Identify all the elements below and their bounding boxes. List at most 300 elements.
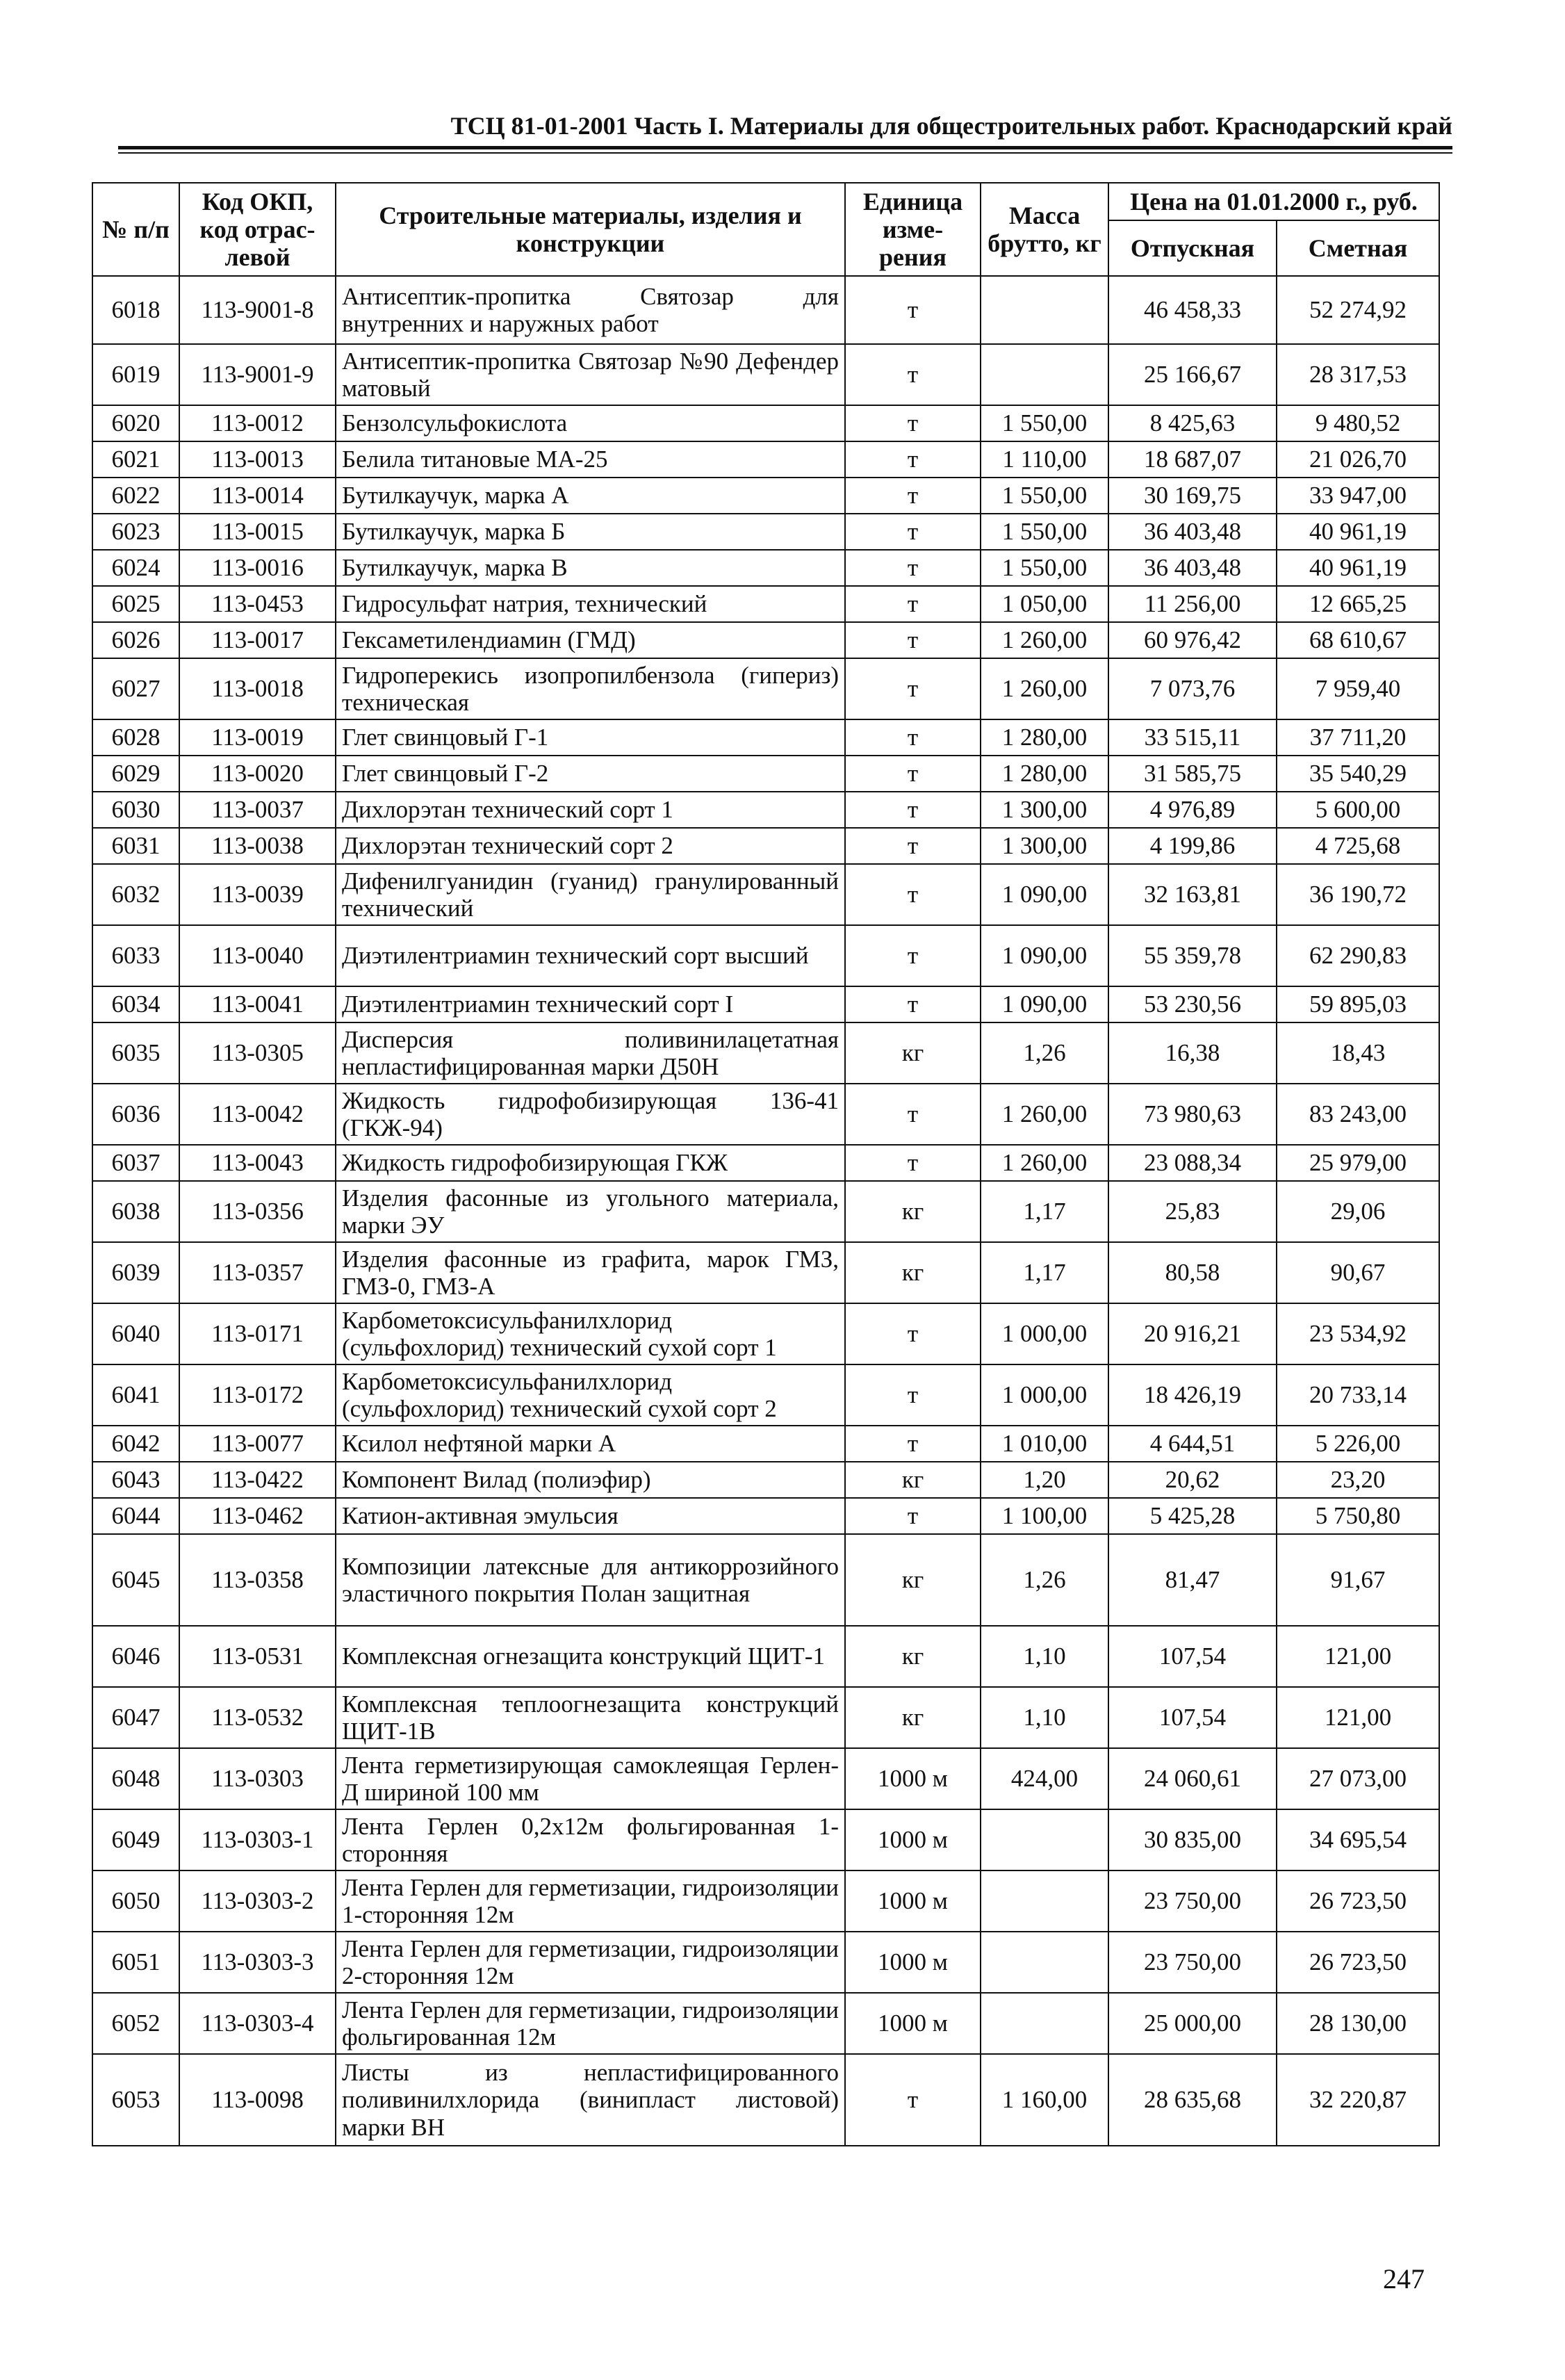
row-number: 6047 [92, 1687, 179, 1748]
row-number: 6043 [92, 1462, 179, 1498]
table-row [92, 405, 1439, 441]
row-unit: кг [845, 1626, 981, 1687]
row-material-name: Бутилкаучук, марка В [336, 550, 845, 586]
row-material-name: Жидкость гидрофобизирующая 136-41 (ГКЖ-94) [336, 1084, 845, 1145]
header-rule-thin [118, 152, 1452, 154]
row-mass: 1 260,00 [981, 658, 1108, 719]
row-estimate-price: 23,20 [1277, 1462, 1439, 1498]
row-estimate-price: 28 317,53 [1277, 344, 1439, 405]
row-number: 6048 [92, 1748, 179, 1809]
row-material-name: Бутилкаучук, марка А [336, 478, 845, 514]
row-code: 113-0422 [179, 1462, 336, 1498]
row-code: 113-0017 [179, 622, 336, 658]
row-number: 6038 [92, 1181, 179, 1242]
row-code: 113-0303-3 [179, 1932, 336, 1993]
col-header-price: Цена на 01.01.2000 г., руб. [1108, 183, 1439, 220]
row-number: 6051 [92, 1932, 179, 1993]
row-code: 113-0077 [179, 1426, 336, 1462]
table-row [92, 1870, 1439, 1932]
row-material-name: Гидроперекись изопропилбензола (гипериз) техническая [336, 658, 845, 719]
row-unit: т [845, 1303, 981, 1364]
row-estimate-price: 5 750,80 [1277, 1498, 1439, 1534]
row-release-price: 7 073,76 [1108, 658, 1277, 719]
row-code: 113-0016 [179, 550, 336, 586]
row-mass [981, 276, 1108, 344]
row-number: 6035 [92, 1022, 179, 1084]
row-unit: т [845, 478, 981, 514]
table-row [92, 1242, 1439, 1303]
row-unit: 1000 м [845, 1870, 981, 1932]
row-code: 113-0098 [179, 2054, 336, 2146]
row-mass [981, 1870, 1108, 1932]
row-number: 6045 [92, 1534, 179, 1626]
row-mass: 1,10 [981, 1626, 1108, 1687]
row-mass: 1 090,00 [981, 925, 1108, 986]
row-material-name: Карбометоксисульфанилхлорид (сульфохлорид) технический сухой сорт 2 [336, 1364, 845, 1426]
row-unit: т [845, 550, 981, 586]
row-unit: 1000 м [845, 1993, 981, 2054]
col-header-name: Строительные материалы, изделия и конструкции [336, 183, 845, 276]
row-material-name: Белила титановые МА-25 [336, 441, 845, 478]
row-number: 6049 [92, 1809, 179, 1870]
row-code: 113-0305 [179, 1022, 336, 1084]
row-unit: кг [845, 1181, 981, 1242]
row-mass: 1 280,00 [981, 719, 1108, 756]
row-unit: т [845, 441, 981, 478]
row-material-name: Лента Герлен для герметизации, гидроизоляции фольгированная 12м [336, 1993, 845, 2054]
row-unit: кг [845, 1242, 981, 1303]
row-release-price: 23 750,00 [1108, 1932, 1277, 1993]
row-estimate-price: 36 190,72 [1277, 864, 1439, 925]
row-material-name: Глет свинцовый Г-1 [336, 719, 845, 756]
row-mass: 1 000,00 [981, 1303, 1108, 1364]
table-row [92, 925, 1439, 986]
row-material-name: Антисептик-пропитка Святозар №90 Дефендер матовый [336, 344, 845, 405]
row-estimate-price: 52 274,92 [1277, 276, 1439, 344]
row-release-price: 28 635,68 [1108, 2054, 1277, 2146]
row-code: 113-0013 [179, 441, 336, 478]
row-release-price: 20,62 [1108, 1462, 1277, 1498]
table-row [92, 828, 1439, 864]
row-mass: 424,00 [981, 1748, 1108, 1809]
row-number: 6025 [92, 586, 179, 622]
row-release-price: 4 199,86 [1108, 828, 1277, 864]
row-estimate-price: 26 723,50 [1277, 1870, 1439, 1932]
row-estimate-price: 40 961,19 [1277, 550, 1439, 586]
table-row [92, 864, 1439, 925]
row-mass: 1 260,00 [981, 622, 1108, 658]
row-unit: т [845, 1364, 981, 1426]
row-unit: 1000 м [845, 1932, 981, 1993]
row-estimate-price: 59 895,03 [1277, 986, 1439, 1022]
row-estimate-price: 18,43 [1277, 1022, 1439, 1084]
row-release-price: 4 976,89 [1108, 792, 1277, 828]
row-mass: 1 090,00 [981, 986, 1108, 1022]
row-mass: 1 550,00 [981, 514, 1108, 550]
row-material-name: Лента герметизирующая самоклеящая Герлен-Д шириной 100 мм [336, 1748, 845, 1809]
table-row [92, 1809, 1439, 1870]
row-unit: кг [845, 1687, 981, 1748]
row-estimate-price: 7 959,40 [1277, 658, 1439, 719]
row-release-price: 30 835,00 [1108, 1809, 1277, 1870]
row-unit: т [845, 586, 981, 622]
row-unit: т [845, 658, 981, 719]
row-estimate-price: 33 947,00 [1277, 478, 1439, 514]
table-row [92, 1364, 1439, 1426]
row-release-price: 32 163,81 [1108, 864, 1277, 925]
row-code: 113-0303-4 [179, 1993, 336, 2054]
row-estimate-price: 90,67 [1277, 1242, 1439, 1303]
row-release-price: 25,83 [1108, 1181, 1277, 1242]
row-code: 113-0012 [179, 405, 336, 441]
row-release-price: 36 403,48 [1108, 514, 1277, 550]
row-material-name: Компонент Вилад (полиэфир) [336, 1462, 845, 1498]
table-row [92, 1534, 1439, 1626]
row-material-name: Бензолсульфокислота [336, 405, 845, 441]
row-mass: 1 300,00 [981, 792, 1108, 828]
row-unit: т [845, 756, 981, 792]
row-release-price: 36 403,48 [1108, 550, 1277, 586]
row-number: 6040 [92, 1303, 179, 1364]
row-mass: 1 010,00 [981, 1426, 1108, 1462]
row-release-price: 25 000,00 [1108, 1993, 1277, 2054]
row-material-name: Диэтилентриамин технический сорт I [336, 986, 845, 1022]
table-row [92, 2054, 1439, 2146]
row-release-price: 31 585,75 [1108, 756, 1277, 792]
row-estimate-price: 32 220,87 [1277, 2054, 1439, 2146]
row-mass: 1,17 [981, 1181, 1108, 1242]
row-code: 113-0171 [179, 1303, 336, 1364]
row-estimate-price: 91,67 [1277, 1534, 1439, 1626]
row-number: 6042 [92, 1426, 179, 1462]
row-number: 6027 [92, 658, 179, 719]
row-unit: т [845, 276, 981, 344]
row-code: 113-0357 [179, 1242, 336, 1303]
table-row [92, 514, 1439, 550]
row-material-name: Жидкость гидрофобизирующая ГКЖ [336, 1145, 845, 1181]
row-estimate-price: 35 540,29 [1277, 756, 1439, 792]
row-estimate-price: 29,06 [1277, 1181, 1439, 1242]
row-number: 6019 [92, 344, 179, 405]
table-row [92, 441, 1439, 478]
row-number: 6041 [92, 1364, 179, 1426]
row-estimate-price: 40 961,19 [1277, 514, 1439, 550]
table-row [92, 276, 1439, 344]
row-material-name: Ксилол нефтяной марки А [336, 1426, 845, 1462]
row-code: 113-0041 [179, 986, 336, 1022]
row-number: 6033 [92, 925, 179, 986]
row-number: 6034 [92, 986, 179, 1022]
row-release-price: 16,38 [1108, 1022, 1277, 1084]
row-mass: 1,20 [981, 1462, 1108, 1498]
running-header: ТСЦ 81-01-2001 Часть I. Материалы для общестроительных работ. Краснодарский край [450, 112, 1452, 140]
row-release-price: 4 644,51 [1108, 1426, 1277, 1462]
row-unit: т [845, 405, 981, 441]
table-row [92, 986, 1439, 1022]
row-unit: 1000 м [845, 1748, 981, 1809]
row-unit: т [845, 792, 981, 828]
row-estimate-price: 27 073,00 [1277, 1748, 1439, 1809]
table-row [92, 1932, 1439, 1993]
row-mass [981, 1993, 1108, 2054]
col-header-mass: Масса брутто, кг [981, 183, 1108, 276]
row-estimate-price: 37 711,20 [1277, 719, 1439, 756]
row-mass: 1 000,00 [981, 1364, 1108, 1426]
row-release-price: 81,47 [1108, 1534, 1277, 1626]
table-row [92, 1426, 1439, 1462]
row-material-name: Диэтилентриамин технический сорт высший [336, 925, 845, 986]
row-mass: 1 550,00 [981, 405, 1108, 441]
row-mass: 1 300,00 [981, 828, 1108, 864]
row-code: 113-0037 [179, 792, 336, 828]
row-mass: 1 100,00 [981, 1498, 1108, 1534]
row-material-name: Бутилкаучук, марка Б [336, 514, 845, 550]
row-estimate-price: 12 665,25 [1277, 586, 1439, 622]
row-number: 6028 [92, 719, 179, 756]
row-release-price: 24 060,61 [1108, 1748, 1277, 1809]
row-material-name: Листы из непластифицированного поливинилхлорида (винипласт листовой) марки ВН [336, 2054, 845, 2146]
row-release-price: 23 750,00 [1108, 1870, 1277, 1932]
row-unit: т [845, 719, 981, 756]
row-unit: кг [845, 1534, 981, 1626]
table-row [92, 1084, 1439, 1145]
table-row [92, 658, 1439, 719]
row-mass: 1 160,00 [981, 2054, 1108, 2146]
row-code: 113-0532 [179, 1687, 336, 1748]
row-number: 6052 [92, 1993, 179, 2054]
row-number: 6039 [92, 1242, 179, 1303]
row-material-name: Гидросульфат натрия, технический [336, 586, 845, 622]
table-row [92, 344, 1439, 405]
row-code: 113-9001-9 [179, 344, 336, 405]
page-number: 247 [1383, 2263, 1425, 2295]
row-release-price: 18 426,19 [1108, 1364, 1277, 1426]
row-estimate-price: 34 695,54 [1277, 1809, 1439, 1870]
row-material-name: Дифенилгуанидин (гуанид) гранулированный технический [336, 864, 845, 925]
row-release-price: 46 458,33 [1108, 276, 1277, 344]
row-material-name: Комплексная теплоогнезащита конструкций ЩИТ-1В [336, 1687, 845, 1748]
row-release-price: 33 515,11 [1108, 719, 1277, 756]
row-material-name: Изделия фасонные из угольного материала, марки ЭУ [336, 1181, 845, 1242]
row-material-name: Дисперсия поливинилацетатная непластифицированная марки Д50Н [336, 1022, 845, 1084]
row-release-price: 53 230,56 [1108, 986, 1277, 1022]
row-release-price: 11 256,00 [1108, 586, 1277, 622]
row-material-name: Комплексная огнезащита конструкций ЩИТ-1 [336, 1626, 845, 1687]
row-code: 113-0462 [179, 1498, 336, 1534]
row-number: 6031 [92, 828, 179, 864]
row-mass: 1,17 [981, 1242, 1108, 1303]
row-release-price: 5 425,28 [1108, 1498, 1277, 1534]
row-estimate-price: 121,00 [1277, 1687, 1439, 1748]
table-row [92, 550, 1439, 586]
row-number: 6022 [92, 478, 179, 514]
row-mass: 1 090,00 [981, 864, 1108, 925]
row-number: 6053 [92, 2054, 179, 2146]
row-code: 113-0358 [179, 1534, 336, 1626]
col-header-unit: Единица изме-рения [845, 183, 981, 276]
row-material-name: Дихлорэтан технический сорт 2 [336, 828, 845, 864]
table-row [92, 719, 1439, 756]
table-row [92, 1993, 1439, 2054]
row-number: 6032 [92, 864, 179, 925]
row-code: 113-0531 [179, 1626, 336, 1687]
row-release-price: 25 166,67 [1108, 344, 1277, 405]
row-estimate-price: 20 733,14 [1277, 1364, 1439, 1426]
row-number: 6036 [92, 1084, 179, 1145]
table-row [92, 1181, 1439, 1242]
col-header-number: № п/п [92, 183, 179, 276]
row-number: 6029 [92, 756, 179, 792]
row-code: 113-0453 [179, 586, 336, 622]
row-number: 6020 [92, 405, 179, 441]
row-mass: 1,10 [981, 1687, 1108, 1748]
row-estimate-price: 23 534,92 [1277, 1303, 1439, 1364]
row-number: 6050 [92, 1870, 179, 1932]
row-estimate-price: 9 480,52 [1277, 405, 1439, 441]
row-unit: т [845, 925, 981, 986]
row-unit: т [845, 344, 981, 405]
row-release-price: 80,58 [1108, 1242, 1277, 1303]
row-unit: т [845, 1498, 981, 1534]
row-unit: 1000 м [845, 1809, 981, 1870]
row-code: 113-9001-8 [179, 276, 336, 344]
row-mass: 1 280,00 [981, 756, 1108, 792]
row-release-price: 107,54 [1108, 1626, 1277, 1687]
table-row [92, 1687, 1439, 1748]
table-row [92, 1145, 1439, 1181]
table-row [92, 478, 1439, 514]
header-rule-thick [118, 146, 1452, 149]
table-row [92, 1462, 1439, 1498]
table-row [92, 1626, 1439, 1687]
row-material-name: Лента Герлен 0,2х12м фольгированная 1-сторонняя [336, 1809, 845, 1870]
row-release-price: 23 088,34 [1108, 1145, 1277, 1181]
row-number: 6026 [92, 622, 179, 658]
row-release-price: 107,54 [1108, 1687, 1277, 1748]
row-estimate-price: 68 610,67 [1277, 622, 1439, 658]
row-estimate-price: 5 226,00 [1277, 1426, 1439, 1462]
row-estimate-price: 62 290,83 [1277, 925, 1439, 986]
row-estimate-price: 83 243,00 [1277, 1084, 1439, 1145]
row-mass [981, 1809, 1108, 1870]
row-code: 113-0020 [179, 756, 336, 792]
row-release-price: 73 980,63 [1108, 1084, 1277, 1145]
row-release-price: 55 359,78 [1108, 925, 1277, 986]
row-estimate-price: 5 600,00 [1277, 792, 1439, 828]
row-number: 6018 [92, 276, 179, 344]
col-header-code: Код ОКП, код отрас-левой [179, 183, 336, 276]
row-code: 113-0038 [179, 828, 336, 864]
row-code: 113-0014 [179, 478, 336, 514]
row-estimate-price: 121,00 [1277, 1626, 1439, 1687]
row-unit: т [845, 986, 981, 1022]
row-mass: 1 110,00 [981, 441, 1108, 478]
row-code: 113-0043 [179, 1145, 336, 1181]
row-unit: т [845, 622, 981, 658]
row-estimate-price: 4 725,68 [1277, 828, 1439, 864]
row-code: 113-0039 [179, 864, 336, 925]
row-release-price: 30 169,75 [1108, 478, 1277, 514]
row-number: 6024 [92, 550, 179, 586]
row-number: 6023 [92, 514, 179, 550]
row-number: 6030 [92, 792, 179, 828]
row-mass: 1,26 [981, 1534, 1108, 1626]
table-row [92, 1498, 1439, 1534]
row-code: 113-0019 [179, 719, 336, 756]
row-unit: кг [845, 1462, 981, 1498]
col-header-estimate-price: Сметная [1277, 220, 1439, 276]
row-code: 113-0015 [179, 514, 336, 550]
table-row [92, 792, 1439, 828]
row-number: 6044 [92, 1498, 179, 1534]
row-mass: 1 550,00 [981, 478, 1108, 514]
materials-price-table [92, 182, 1440, 2146]
row-unit: т [845, 1426, 981, 1462]
row-material-name: Гексаметилендиамин (ГМД) [336, 622, 845, 658]
row-unit: кг [845, 1022, 981, 1084]
row-unit: т [845, 514, 981, 550]
row-mass [981, 344, 1108, 405]
col-header-release-price: Отпускная [1108, 220, 1277, 276]
row-release-price: 20 916,21 [1108, 1303, 1277, 1364]
row-number: 6037 [92, 1145, 179, 1181]
row-material-name: Изделия фасонные из графита, марок ГМЗ, ГМЗ-0, ГМЗ-А [336, 1242, 845, 1303]
row-unit: т [845, 1145, 981, 1181]
row-unit: т [845, 828, 981, 864]
table-row [92, 1022, 1439, 1084]
table-row [92, 622, 1439, 658]
row-code: 113-0040 [179, 925, 336, 986]
row-release-price: 60 976,42 [1108, 622, 1277, 658]
row-estimate-price: 21 026,70 [1277, 441, 1439, 478]
table-row [92, 1748, 1439, 1809]
row-code: 113-0356 [179, 1181, 336, 1242]
row-material-name: Лента Герлен для герметизации, гидроизоляции 2-сторонняя 12м [336, 1932, 845, 1993]
row-mass: 1,26 [981, 1022, 1108, 1084]
row-material-name: Карбометоксисульфанилхлорид (сульфохлорид) технический сухой сорт 1 [336, 1303, 845, 1364]
row-mass [981, 1932, 1108, 1993]
table-row [92, 1303, 1439, 1364]
row-estimate-price: 28 130,00 [1277, 1993, 1439, 2054]
row-number: 6046 [92, 1626, 179, 1687]
row-code: 113-0303-1 [179, 1809, 336, 1870]
row-material-name: Дихлорэтан технический сорт 1 [336, 792, 845, 828]
row-mass: 1 050,00 [981, 586, 1108, 622]
row-release-price: 18 687,07 [1108, 441, 1277, 478]
row-release-price: 8 425,63 [1108, 405, 1277, 441]
row-estimate-price: 26 723,50 [1277, 1932, 1439, 1993]
row-mass: 1 260,00 [981, 1084, 1108, 1145]
row-unit: т [845, 1084, 981, 1145]
row-code: 113-0172 [179, 1364, 336, 1426]
row-unit: т [845, 864, 981, 925]
row-code: 113-0018 [179, 658, 336, 719]
row-number: 6021 [92, 441, 179, 478]
row-code: 113-0303-2 [179, 1870, 336, 1932]
table-row [92, 756, 1439, 792]
row-code: 113-0042 [179, 1084, 336, 1145]
row-code: 113-0303 [179, 1748, 336, 1809]
row-estimate-price: 25 979,00 [1277, 1145, 1439, 1181]
row-material-name: Лента Герлен для герметизации, гидроизоляции 1-сторонняя 12м [336, 1870, 845, 1932]
row-material-name: Катион-активная эмульсия [336, 1498, 845, 1534]
row-material-name: Глет свинцовый Г-2 [336, 756, 845, 792]
table-row [92, 586, 1439, 622]
row-unit: т [845, 2054, 981, 2146]
row-mass: 1 260,00 [981, 1145, 1108, 1181]
row-material-name: Антисептик-пропитка Святозар для внутренних и наружных работ [336, 276, 845, 344]
row-material-name: Композиции латексные для антикоррозийного эластичного покрытия Полан защитная [336, 1534, 845, 1626]
